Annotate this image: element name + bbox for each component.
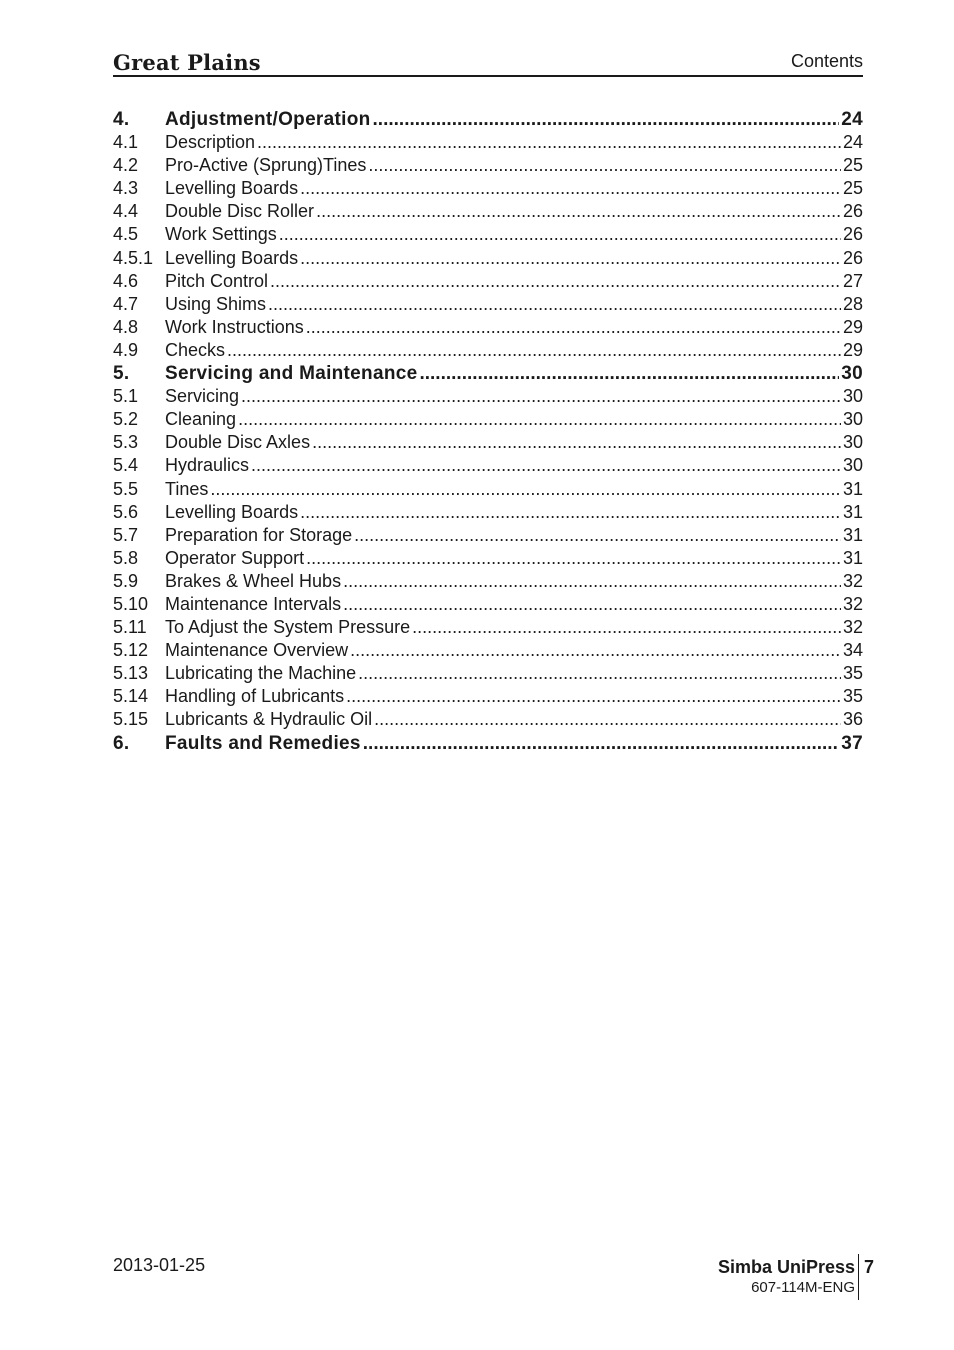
toc-entry-title: Pro-Active (Sprung)Tines <box>165 155 367 176</box>
toc-dot-leader <box>373 108 840 131</box>
toc-dot-leader <box>343 570 841 593</box>
toc-dot-leader <box>279 223 841 246</box>
toc-entry-page: 26 <box>842 201 863 222</box>
toc-entry[interactable] <box>113 408 863 431</box>
toc-dot-leader <box>300 177 841 200</box>
footer-divider <box>858 1254 859 1300</box>
toc-dot-leader <box>257 131 841 154</box>
toc-entry[interactable] <box>113 570 863 593</box>
toc-entry[interactable] <box>113 454 863 477</box>
toc-entry-title: Work Settings <box>165 224 277 245</box>
toc-entry-page: 34 <box>842 640 863 661</box>
toc-entry-title: Faults and Remedies <box>165 732 361 754</box>
toc-entry-title: Preparation for Storage <box>165 524 353 545</box>
toc-entry-title: Work Instructions <box>165 316 304 337</box>
toc-entry[interactable] <box>113 154 863 177</box>
toc-entry[interactable] <box>113 316 863 339</box>
toc-dot-leader <box>412 616 841 639</box>
toc-entry-number: 4.9 <box>113 339 139 360</box>
toc-entry-number: 5.8 <box>113 547 139 568</box>
toc-entry-title: Lubricating the Machine <box>165 663 357 684</box>
toc-entry-title: Maintenance Overview <box>165 640 349 661</box>
toc-entry-number: 5.4 <box>113 455 139 476</box>
toc-chapter-entry[interactable] <box>113 732 863 755</box>
toc-entry[interactable] <box>113 177 863 200</box>
toc-entry-number: 4.3 <box>113 178 139 199</box>
toc-entry-number: 5.14 <box>113 686 149 707</box>
toc-entry-title: Lubricants & Hydraulic Oil <box>165 709 373 730</box>
table-of-contents <box>113 108 863 755</box>
toc-entry-title: Description <box>165 132 256 153</box>
toc-entry[interactable] <box>113 616 863 639</box>
toc-entry-page: 26 <box>842 247 863 268</box>
toc-entry-title: Cleaning <box>165 409 237 430</box>
toc-entry-title: Double Disc Axles <box>165 432 311 453</box>
toc-entry-title: Handling of Lubricants <box>165 686 345 707</box>
toc-dot-leader <box>368 154 841 177</box>
toc-entry-page: 30 <box>842 386 863 407</box>
toc-entry-title: Using Shims <box>165 293 267 314</box>
toc-entry-number: 5.11 <box>113 617 147 638</box>
toc-entry[interactable] <box>113 131 863 154</box>
toc-entry[interactable] <box>113 200 863 223</box>
toc-dot-leader <box>300 247 841 270</box>
toc-entry[interactable] <box>113 385 863 408</box>
toc-entry-title: Levelling Boards <box>165 247 299 268</box>
toc-entry-number: 4.5 <box>113 224 139 245</box>
toc-dot-leader <box>316 200 841 223</box>
toc-entry-title: Checks <box>165 339 226 360</box>
toc-entry-title: Levelling Boards <box>165 178 299 199</box>
toc-dot-leader <box>306 547 841 570</box>
toc-entry-page: 32 <box>842 570 863 591</box>
toc-entry[interactable] <box>113 685 863 708</box>
product-name: Simba UniPress <box>717 1257 855 1277</box>
toc-dot-leader <box>354 524 841 547</box>
toc-entry-title: Pitch Control <box>165 270 269 291</box>
toc-entry[interactable] <box>113 431 863 454</box>
toc-entry-number: 5.9 <box>113 570 139 591</box>
toc-entry-page: 24 <box>841 109 863 130</box>
toc-dot-leader <box>363 732 840 755</box>
toc-entry-page: 30 <box>841 363 863 385</box>
toc-dot-leader <box>227 339 841 362</box>
toc-entry[interactable] <box>113 501 863 524</box>
toc-entry-page: 35 <box>842 663 863 684</box>
toc-entry[interactable] <box>113 593 863 616</box>
toc-dot-leader <box>306 316 841 339</box>
section-label: Contents <box>790 51 863 71</box>
toc-entry[interactable] <box>113 547 863 570</box>
toc-entry-page: 28 <box>842 293 863 314</box>
toc-dot-leader <box>270 270 841 293</box>
toc-entry-number: 4.6 <box>113 270 139 291</box>
toc-dot-leader <box>358 662 841 685</box>
toc-entry-page: 32 <box>842 617 863 638</box>
toc-entry-number: 5.10 <box>113 593 149 614</box>
toc-entry-number: 5.7 <box>113 524 139 545</box>
toc-dot-leader <box>343 593 841 616</box>
toc-entry-page: 29 <box>842 316 863 337</box>
toc-entry[interactable] <box>113 662 863 685</box>
toc-entry-title: To Adjust the System Pressure <box>165 617 411 638</box>
toc-dot-leader <box>300 501 841 524</box>
page-number: 7 <box>864 1257 875 1277</box>
toc-entry-page: 27 <box>842 270 863 291</box>
toc-entry-number: 5.12 <box>113 640 149 661</box>
toc-entry[interactable] <box>113 247 863 270</box>
toc-entry-title: Brakes & Wheel Hubs <box>165 570 342 591</box>
toc-entry[interactable] <box>113 639 863 662</box>
toc-entry-number: 4.4 <box>113 201 139 222</box>
toc-entry-number: 4.2 <box>113 155 139 176</box>
toc-entry[interactable] <box>113 339 863 362</box>
toc-entry-number: 5.3 <box>113 432 139 453</box>
toc-entry[interactable] <box>113 524 863 547</box>
toc-entry-title: Levelling Boards <box>165 501 299 522</box>
toc-entry[interactable] <box>113 223 863 246</box>
document-number: 607-114M-ENG <box>751 1279 855 1296</box>
brand-logo: Great Plains <box>113 50 261 75</box>
toc-entry-title: Adjustment/Operation <box>165 109 371 130</box>
toc-entry-number: 4.1 <box>113 132 139 153</box>
toc-entry-page: 30 <box>842 432 863 453</box>
toc-entry-number: 4. <box>113 109 130 130</box>
toc-entry-title: Double Disc Roller <box>165 201 315 222</box>
toc-dot-leader <box>241 385 841 408</box>
toc-entry-page: 30 <box>842 455 863 476</box>
toc-entry-page: 30 <box>842 409 863 430</box>
toc-entry-title: Maintenance Intervals <box>165 593 342 614</box>
toc-entry-title: Tines <box>165 478 209 499</box>
toc-entry[interactable] <box>113 708 863 731</box>
toc-dot-leader <box>350 639 841 662</box>
toc-entry-page: 31 <box>842 501 863 522</box>
toc-entry-number: 6. <box>113 732 130 754</box>
toc-dot-leader <box>238 408 841 431</box>
toc-entry-page: 31 <box>842 524 863 545</box>
toc-chapter-entry[interactable] <box>113 108 863 131</box>
toc-entry-number: 5.2 <box>113 409 139 430</box>
toc-entry-number: 5.6 <box>113 501 139 522</box>
toc-entry[interactable] <box>113 293 863 316</box>
toc-entry[interactable] <box>113 270 863 293</box>
toc-entry-page: 31 <box>842 478 863 499</box>
toc-entry-page: 31 <box>842 547 863 568</box>
toc-dot-leader <box>346 685 841 708</box>
toc-dot-leader <box>312 431 841 454</box>
toc-entry-page: 25 <box>842 155 863 176</box>
toc-chapter-entry[interactable] <box>113 362 863 385</box>
toc-entry-page: 25 <box>842 178 863 199</box>
toc-entry-page: 29 <box>842 339 863 360</box>
footer-date: 2013-01-25 <box>113 1255 206 1275</box>
toc-entry-title: Hydraulics <box>165 455 250 476</box>
toc-entry-title: Servicing <box>165 386 240 407</box>
toc-entry-number: 4.8 <box>113 316 139 337</box>
toc-entry-number: 5.5 <box>113 478 139 499</box>
toc-entry-page: 32 <box>842 593 863 614</box>
toc-entry-page: 26 <box>842 224 863 245</box>
footer-product-block <box>700 1254 875 1300</box>
toc-entry-page: 24 <box>842 132 863 153</box>
page-header <box>113 48 863 77</box>
toc-dot-leader <box>374 708 841 731</box>
toc-entry-title: Servicing and Maintenance <box>165 363 418 385</box>
toc-dot-leader <box>210 478 841 501</box>
toc-entry-number: 5.1 <box>113 386 139 407</box>
toc-entry-page: 35 <box>842 686 863 707</box>
toc-entry-number: 5. <box>113 363 130 385</box>
toc-entry-number: 4.5.1 <box>113 247 154 268</box>
toc-entry-page: 36 <box>842 709 863 730</box>
toc-entry-page: 37 <box>841 732 863 754</box>
toc-dot-leader <box>251 454 841 477</box>
toc-entry-number: 5.15 <box>113 709 149 730</box>
toc-dot-leader <box>268 293 841 316</box>
toc-entry-number: 4.7 <box>113 293 139 314</box>
toc-dot-leader <box>419 362 839 385</box>
toc-entry-number: 5.13 <box>113 663 149 684</box>
toc-entry-title: Operator Support <box>165 547 305 568</box>
toc-entry[interactable] <box>113 478 863 501</box>
